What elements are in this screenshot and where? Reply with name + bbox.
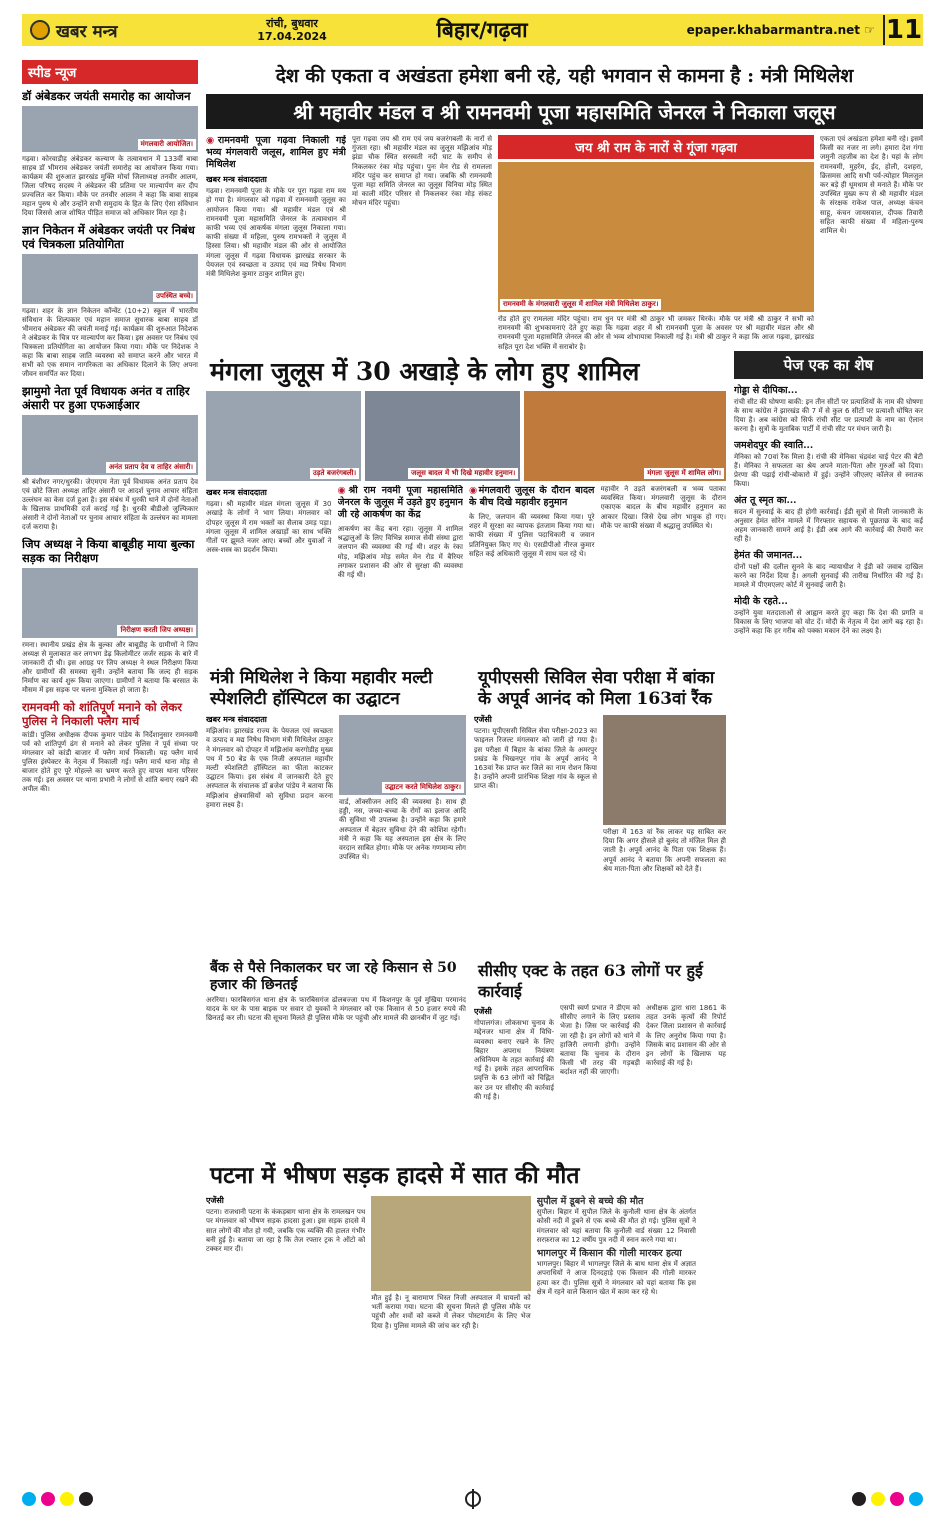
- accident-col-1: [206, 1193, 365, 1408]
- epaper-link[interactable]: [602, 23, 883, 37]
- brief-3-caption: अनंत प्रताप देव व ताहिर अंसारी।: [106, 462, 196, 473]
- print-footer: [22, 1488, 923, 1510]
- magenta-swatch: [890, 1492, 904, 1506]
- logo-text: खबर मन्त्र: [56, 21, 118, 42]
- hospital-caption: उद्घाटन करते मिथिलेश ठाकुर।: [382, 782, 464, 793]
- bank-body: [206, 996, 466, 1146]
- brief-3-photo: [22, 415, 198, 475]
- brief-3-title[interactable]: झामुमो नेता पूर्व विधायक अनंत व ताहिर अंसारी पर हुआ एफआईआर: [22, 384, 190, 412]
- cont-4-title[interactable]: हेमंत की जमानत...: [734, 550, 803, 561]
- color-swatches-left: [22, 1492, 93, 1506]
- lead-photo-caption: रामनवमी के मंगलवारी जुलूस में शामिल मंत्री मिथिलेश ठाकुर।: [500, 299, 661, 310]
- accident-story: [206, 1155, 696, 1408]
- mid-grid: [206, 351, 923, 1281]
- brief-4-photo: [22, 568, 198, 638]
- lead-col-5: [820, 135, 923, 355]
- section-title: बिहार/गढ़वा: [436, 17, 528, 42]
- lead-kicker: देश की एकता व अखंडता हमेशा बनी रहे, यही भगवान से कामना है : मंत्री मिथिलेश: [275, 65, 854, 87]
- accident-headline[interactable]: पटना में भीषण सड़क हादसे में सात की मौत: [210, 1162, 580, 1189]
- akhara-text-3: के लिए, जलपान की व्यवस्था किया गया। पूरे शहर में सुरक्षा का व्यापक इंतजाम किया गया था। काफी संख्या में पुलिस पदाधिकारी व जवान प्रतिनियुक्त किए गए थे। एसडीपीओ नीरज कुमार सहित कई अधिकारी जुलूस में साथ चल रहे थे।: [469, 513, 595, 558]
- akhara-sub-2: ◉ मंगलवारी जुलूस के दौरान बादल के बीच दिखे महावीर हनुमान: [469, 485, 595, 509]
- hospital-text-1: मझिआंव। झारखंड राज्य के पेयजल एवं स्वच्छता व उत्पाद व मद्य निषेध विभाग मंत्री मिथिलेश ठाकुर ने मंगलवार को दोपहर में मझिआंव करगोडीह मुख्य पथ में 50 बेड के एक निजी अस्पताल महावीर मल्टी स्पेशलिटी हॉस्पिटल का फीता काटकर उद्घाटन किया। इस संबंध में जानकारी देते हुए अस्पताल के संचालक डॉ ब्रजेश पांडेय ने बताया कि मझिआंव क्षेत्रवासियों को सुविधा प्रदान करना हमारा लक्ष्य है।: [206, 727, 333, 809]
- masthead: [22, 14, 923, 46]
- akhara-col-3: [469, 485, 595, 660]
- lead-text-1: गढ़वा। रामनवमी पूजा के मौके पर पूरा गढ़वा राम मय हो गया है। मंगलवार को गढ़वा में रामनवमी जुलूस का आयोजन किया गया। श्री महावीर मंडल एवं श्री रामनवमी पूजा महासमिति जेनरल के तत्वावधान में काफी भव्य एवं आकर्षक मंगला जुलूस निकाला गया। काफी संख्या में महिला, पुरुष रामभक्तों ने जुलूस में हिस्सा लिया। श्री महावीर मंडल की ओर से आयोजित मंगला जुलूस में गढ़वा विधायक झारखंड सरकार के पेयजल एवं स्वच्छता व उत्पाद एवं मद्य निषेध विभाग मंत्री मिथिलेश कुमार ठाकुर शामिल हुए।: [206, 187, 346, 279]
- brief-5-title[interactable]: रामनवमी को शांतिपूर्ण मनाने को लेकर पुलिस ने निकाली फ्लैग मार्च: [22, 700, 182, 728]
- brief-1-photo: [22, 106, 198, 152]
- akhara-photo-2: [365, 391, 520, 481]
- accident-byline: एजेंसी: [206, 1196, 224, 1205]
- accident-text-1: पटना। राजधानी पटना के कंकड़बाग थाना क्षेत्र के रामलखन पथ पर मंगलवार को भीषण सड़क हादसा हुआ। इस सड़क हादसे में सात लोगों की मौत हो गयी, जबकि एक व्यक्ति की हालत गंभीर बनी हुई है। बताया जा रहा है कि तेज रफ्तार ट्रक ने ऑटो को टक्कर मार दी।: [206, 1208, 366, 1254]
- lead-headline[interactable]: श्री महावीर मंडल व श्री रामनवमी पूजा महासमिति जेनरल ने निकाला जलूस: [206, 94, 923, 129]
- akhara-caption-2: जलूस बादल में भी दिखे महावीर हनुमान।: [408, 468, 518, 479]
- hospital-col-2: [339, 712, 466, 952]
- hospital-text-2: वार्ड, ऑक्सीजन आदि की व्यवस्था है। साथ ही हड्डी, नस, जच्चा-बच्चा के रोगों का इलाज आदि की सुविधा भी उपलब्ध है। उन्होंने कहा कि हमारे अस्पताल में बेहतर सुविधा देने की कोशिश रहेगी। मंत्री ने कहा कि यह अस्पताल इस क्षेत्र के लिए वरदान साबित होगा। मौके पर अनेक गणमान्य लोग उपस्थित थे।: [339, 798, 466, 862]
- speed-news-column: [22, 60, 198, 1470]
- lead-text-3-wrap: [498, 315, 814, 355]
- continued-column: [734, 351, 923, 1281]
- upsc-body: [474, 712, 726, 952]
- cont-5-text: उन्होंने युवा मतदाताओं से आह्वान करते हुए कहा कि देश की प्रगति व विकास के लिए भाजपा को वोट दें। मोदी के नेतृत्व में देश आगे बढ़ रहा है। उन्होंने कहा कि हर गरीब को पक्का मकान देने का लक्ष्य है।: [734, 609, 923, 635]
- lead-byline: खबर मन्त्र संवाददाता: [206, 175, 267, 184]
- akhara-body: [206, 485, 726, 660]
- akhara-text-2: आकर्षण का केंद्र बना रहा। जुलूस में शामिल श्रद्धालुओं के लिए विभिन्न समाज सेवी संस्था द्वारा जलपान की व्यवस्था की गई थी। शहर के रंका मोड़, मझिआंव मोड़ समेत मेन रोड में बैरियर लगाकर प्रशासन की ओर से सुरक्षा की व्यवस्था की गई थी।: [337, 525, 463, 580]
- cont-1-title[interactable]: गोड्डा से दीपिका...: [734, 385, 798, 396]
- main-area: [206, 60, 923, 1470]
- akhara-photos: [206, 391, 726, 481]
- cca-col-2: [560, 1004, 640, 1144]
- lead-photo-block: [498, 135, 814, 355]
- brief-4-text: रमना। स्थानीय प्रखंड क्षेत्र के बुल्का और बाबूडीह के ग्रामीणों ने जिप अध्यक्ष से मुलाकात कर लगभग डेढ़ किलोमीटर जर्जर सड़क के बारे में जानकारी दी थी। इस आग्रह पर जिप अध्यक्ष ने स्थल निरीक्षण किया और ग्रामीणों की समस्या सुनी। उन्होंने बताया कि जल्द ही सड़क निर्माण का कार्य शुरू किया जाएगा। ग्रामीणों ने बताया कि बरसात के मौसम में इस सड़क पर चलना मुश्किल हो जाता है।: [22, 641, 198, 694]
- cca-body: [474, 1004, 726, 1144]
- cca-byline: एजेंसी: [474, 1007, 492, 1016]
- yellow-swatch: [871, 1492, 885, 1506]
- bank-text-1: अररिया। फारबिसगंज थाना क्षेत्र के फारबिसगंज ढोलबज्जा पथ में किशनपुर के पूर्व मुखिया परमानंद यादव के घर के पास बाइक पर सवार दो युवकों ने मंगलवार को एक किसान से 50 हजार रुपये की छिनतई कर ली। घटना की सूचना मिलते ही पुलिस मौके पर पहुंची और मामले की छानबीन में जुट गई।: [206, 996, 466, 1023]
- hospital-byline: खबर मन्त्र संवाददाता: [206, 715, 267, 724]
- supaul-text: सुपौल। बिहार में सुपौल जिले के कुनौली थाना क्षेत्र के अंतर्गत कोसी नदी में डूबने से एक बच्चे की मौत हो गई। पुलिस सूत्रों ने मंगलवार को यहां बताया कि कुनौली वार्ड संख्या 12 निवासी सरफ़राज का 12 वर्षीय पुत्र नदी में स्नान करने गया था।: [536, 1208, 696, 1244]
- black-swatch: [79, 1492, 93, 1506]
- lead-col-2: [352, 135, 492, 355]
- cca-headline[interactable]: सीसीए एक्ट के तहत 63 लोगों पर हुई कार्रवाई: [478, 961, 703, 1001]
- brief-1-caption: मंगलवारी आयोजित।: [138, 139, 196, 150]
- brief-2-text: गढ़वा। शहर के ज्ञान निकेतन कॉन्वेंट (10+2) स्कूल में भारतीय संविधान के शिल्पकार एवं महान समाज सुधारक बाबा साहब डॉ भीमराव अंबेडकर की जयंती मनाई गई। कार्यक्रम की शुरुआत निदेशक ने अंबेडकर के चित्र पर माल्यार्पण कर किया। इस अवसर पर निबंध एवं चित्रकला प्रतियोगिता का आयोजन किया गया। मौके पर निदेशक ने कहा कि बाबा साहब जाति व्यवस्था को समाप्त करने और भारत में सभी को एक समान नागरिकता का अधिकार दिलाने के लिए अपना जीवन समर्पित कर दिया।: [22, 307, 198, 378]
- issue-date: 17.04.2024: [257, 30, 327, 43]
- supaul-title[interactable]: सुपौल में डूबने से बच्चे की मौत: [536, 1196, 644, 1207]
- hospital-headline[interactable]: मंत्री मिथिलेश ने किया महावीर मल्टी स्पेशलिटी हॉस्पिटल का उद्घाटन: [210, 668, 433, 709]
- akhara-sub-1: ◉ श्री राम नवमी पूजा महासमिति जेनरल के जुलूस में उड़ते हुए हनुमान जी रहे आकर्षण का केंद्र: [338, 485, 464, 521]
- lead-strip: जय श्री राम के नारों से गूंजा गढ़वा: [498, 135, 814, 159]
- accident-col-2: [371, 1193, 530, 1408]
- hospital-body: [206, 712, 466, 952]
- brief-2-photo: [22, 254, 198, 304]
- akhara-photo-3: [524, 391, 726, 481]
- accident-photo: [371, 1196, 530, 1291]
- cont-2-title[interactable]: जमशेदपुर की स्वाति...: [734, 440, 814, 451]
- lead-text-2: पूरा गढ़वा जय श्री राम एवं जय बजरंगबली के नारों से गुंजता रहा। श्री महावीर मंडल का जुलूस मझिआंव मोड़ झंडा चौक स्थित सरस्वती नदी घाट के समीप से निकलकर रंका मोड़ पहुंचा। पुनः मेन रोड से रामलला मंदिर पहुंच कर समाप्त हो गया। जबकि श्री रामनवमी पूजा महा समिति जेनरल का जुलूस चिनिया मोड़ स्थित मां काली मंदिर परिसर से निकलकर रंका मोड़ संकट मोचन मंदिर पहुंचा।: [352, 135, 492, 208]
- cont-2-text: मेनिका को 70वां रैंक मिला है। रांची की मेनिका चंद्रवंश चाई पेटर की बेटी हैं। मेनिका ने सफलता का श्रेय अपने माता-पिता और गुरुओं को दिया। प्रेरणा की पढ़ाई रांची-बोकारो में हुई। उन्होंने जीएलए कॉलेज से स्नातक किया।: [734, 453, 923, 488]
- cont-3-text: सदन में सुनवाई के बाद ही होगी कार्रवाई। ईडी सूत्रों से मिली जानकारी के अनुसार हेमंत सोरेन मामले में गिरफ्तार सहायक से पूछताछ के बाद कई अहम जानकारी सामने आई है। ईडी अब आगे की कार्रवाई की तैयारी कर रही है।: [734, 508, 923, 543]
- upsc-text-1: पटना। यूपीएससी सिविल सेवा परीक्षा-2023 का फाइनल रिजल्ट मंगलवार को जारी हो गया है। इस परीक्षा में बिहार के बांका जिले के अमरपुर प्रखंड के भिखनपुर गांव के अपूर्व आनंद ने 163वां रैंक प्राप्त कर जिले का नाम रोशन किया है। उन्होंने अपनी प्रारंभिक शिक्षा गांव के स्कूल से प्राप्त की।: [474, 727, 597, 791]
- lead-col-1: [206, 135, 346, 355]
- akhara-caption-3: मंगला जुलूस में शामिल लोग।: [644, 468, 724, 479]
- brief-2-caption: उपस्थित बच्चे।: [153, 291, 196, 302]
- upsc-col-2: [603, 712, 726, 952]
- accident-body: [206, 1193, 696, 1408]
- akhara-col-2: [338, 485, 464, 660]
- akhara-caption-1: उड़ते बजरंगबली।: [310, 468, 359, 479]
- hospital-col-1: [206, 712, 333, 952]
- mid-left: [206, 351, 726, 1281]
- akhara-headline[interactable]: मंगला जुलूस में 30 अखाड़े के लोग हुए शामिल: [210, 357, 640, 386]
- cca-text-3: अधीक्षक द्वारा धारा 1861 के तहत उनके कृत्यों की रिपोर्ट देकर जिला प्रशासन से कार्रवाई के लिए अनुरोध किया गया है। जिसके बाद प्रशासन की ओर से इन लोगों के खिलाफ यह कार्रवाई की गई है।: [646, 1004, 726, 1068]
- akhara-col-1: [206, 485, 332, 660]
- brief-2-title[interactable]: ज्ञान निकेतन में अंबेडकर जयंती पर निबंध एवं चित्रकला प्रतियोगिता: [22, 223, 195, 251]
- cca-text-1: गोपालगंज। लोकसभा चुनाव के मद्देनजर थाना क्षेत्र में विधि-व्यवस्था बनाए रखने के लिए बिहार अपराध नियंत्रण अधिनियम के तहत कार्रवाई की गई है। इसके तहत आपराधिक प्रवृत्ति के 63 लोगों को चिह्नित कर उन पर सीसीए की कार्रवाई की गई है।: [474, 1019, 554, 1101]
- brief-4-title[interactable]: जिप अध्यक्ष ने किया बाबूडीह माया बुल्का सड़क का निरीक्षण: [22, 537, 195, 565]
- yellow-swatch: [60, 1492, 74, 1506]
- bhagalpur-title[interactable]: भागलपुर में किसान की गोली मारकर हत्या: [536, 1248, 682, 1260]
- brief-4-caption: निरीक्षण करती जिप अध्यक्ष।: [117, 625, 196, 636]
- logo[interactable]: [22, 19, 222, 42]
- akhara-text-1: गढ़वा। श्री महावीर मंडल मंगला जुलूस में 30 अखाड़े के लोगों ने भाग लिया। मंगलवार को दोपहर जुलूस में राम भक्तों का सैलाब उमड़ पड़ा। मंगला जुलूस में शामिल अखाड़ों का साथ भक्ति गीतों पर झूमते नजर आए। बच्चों और युवाओं ने अस्त्र-शस्त्र का प्रदर्शन किया।: [206, 500, 332, 555]
- cca-col-1: [474, 1004, 554, 1144]
- cont-1-text: रांची सीट की घोषणा बाकी: इन तीन सीटों पर प्रत्याशियों के नाम की घोषणा के साथ कांग्रेस ने झारखंड की 7 में से कुल 6 सीटों पर प्रत्याशी घोषित कर दिया है। अब कांग्रेस को सिर्फ रांची सीट पर प्रत्याशी के नाम का ऐलान करना है। सुत्रों के मुताबिक पार्टी में रांची सीट पर मंथन जारी है।: [734, 398, 923, 433]
- brief-5-text: कांडी। पुलिस अधीक्षक दीपक कुमार पांडेय के निर्देशानुसार रामनवमी पर्व को शांतिपूर्ण ढंग से मनाने को लेकर पुलिस ने पूर्व संध्या पर मंगलवार को कांडी बाजार में फ्लैग मार्च निकाली। यह फ्लैग मार्च पुलिस इंस्पेक्टर के नेतृत्व में निकाली गई। फ्लैग मार्च थाना मोड़ से बाजार होते हुए पूरे मोहल्ले का भ्रमण करते हुए वापस थाना परिसर तक गई। इस अवसर पर थाना प्रभारी ने लोगों से शांति बनाए रखने की अपील की।: [22, 731, 198, 793]
- cca-col-3: [646, 1004, 726, 1144]
- lead-photo: [498, 162, 814, 312]
- speed-news-band: स्पीड न्यूज: [22, 60, 198, 84]
- akhara-text-4: महावीर ने उड़ते बजरंगबली व भव्य पताका व्यवस्थित किया। मंगलवारी जुलूस के दौरान एकाएक बादल के बीच महावीर हनुमान का आकार दिखा। जिसे देख लोग भावुक हो गए। मौके पर काफी संख्या में श्रद्धालु उपस्थित थे।: [600, 485, 726, 530]
- brief-1-title[interactable]: डॉ अंबेडकर जयंती समारोह का आयोजन: [22, 89, 191, 103]
- upsc-story: [474, 666, 726, 1146]
- upsc-headline[interactable]: यूपीएससी सिविल सेवा परीक्षा में बांका के अपूर्व आनंद को मिला 163वां रैंक: [478, 668, 715, 709]
- akhara-byline: खबर मन्त्र संवाददाता: [206, 488, 267, 497]
- two-stories: [206, 666, 726, 1146]
- lead-story: [206, 135, 923, 351]
- registration-mark-icon: [465, 1491, 481, 1507]
- hospital-photo: [339, 715, 466, 795]
- upsc-byline: एजेंसी: [474, 715, 492, 724]
- bank-headline[interactable]: बैंक से पैसे निकालकर घर जा रहे किसान से 50 हजार की छिनतई: [210, 960, 457, 993]
- date-block: [222, 17, 362, 43]
- cyan-swatch: [22, 1492, 36, 1506]
- magenta-swatch: [41, 1492, 55, 1506]
- accident-col-3: [537, 1193, 696, 1408]
- cont-4-text: दोनों पक्षों की दलील सुनने के बाद न्यायाधीश ने ईडी को जवाब दाखिल करने का निर्देश दिया है। अगली सुनवाई की तारीख निर्धारित की गई है। मामले में पीएमएलए कोर्ट में सुनवाई जारी है।: [734, 563, 923, 589]
- upsc-col-1: [474, 712, 597, 952]
- city-day: रांची, बुधवार: [266, 17, 318, 30]
- cyan-swatch: [909, 1492, 923, 1506]
- brief-3-text: श्री बंशीधर नगर/धुरकी। जेएमएम नेता पूर्व विधायक अनंत प्रताप देव एवं छोटे जिला अध्यक्ष ताहिर अंसारी पर आदर्श चुनाव आचार संहिता उल्लंघन का केस दर्ज हुआ है। इस संबंध में धुरकी थाने में दोनों नेताओं के खिलाफ प्राथमिकी दर्ज कराई गई है। धुरकी बीडीओ जुल्फिकार अंसारी ने दोनों नेताओं पर चुनाव आचार संहिता के उल्लंघन का मामला दर्ज कराया है।: [22, 478, 198, 531]
- akhara-col-4: [601, 485, 727, 660]
- cursor-icon: ☞: [864, 23, 875, 37]
- lead-text-4: एकता एवं अखंडता हमेशा बनी रहे। इसमें किसी का नजर ना लगे। हमारा देश गंगा जमुनी तहजीब का देश है। यहां के लोग रामनवमी, मुहर्रम, ईद, होली, दशहरा, क्रिसमस आदि सभी पर्व-त्योहार मिलजुल कर बड़े ही धूमधाम से मनाते हैं। मौके पर उपस्थित मुख्य रूप से श्री महावीर मंडल के संरक्षक राकेश पाल, अध्यक्ष कंचन साहू, कंचन जायसवाल, दीपक तिवारी सहित काफी संख्या में महिला-पुरुष शामिल थे।: [820, 135, 923, 236]
- black-swatch: [852, 1492, 866, 1506]
- lead-text-3: रोड होते हुए रामलला मंदिर पहुंचा। राम धुन पर मंत्री श्री ठाकुर भी जमकर थिरके। मौके पर मंत्री श्री ठाकुर ने सभी को रामनवमी की शुभकामनाएं देते हुए कहा कि गढ़वा शहर में श्री रामनवमी पूजा के अवसर पर श्री महावीर मंडल और श्री रामनवमी पूजा महासमिति जेनरल की ओर से भव्य शोभायात्रा निकाली गई है। मंत्री श्री ठाकुर ने कहा कि आज गढ़वा, झारखंड सहित पूरा देश भक्ति में सराबोर है।: [498, 315, 814, 351]
- color-swatches-right: [852, 1492, 923, 1506]
- continued-title: पेज एक का शेष: [734, 351, 923, 379]
- lead-subhead: ◉ रामनवमी पूजा गढ़वा निकाली गई भव्य मंगलवारी जलूस, शामिल हुए मंत्री मिथिलेश: [206, 135, 346, 171]
- cont-5-title[interactable]: मोदी के रहते...: [734, 596, 788, 607]
- brief-1-text: गढ़वा। कोरवाडीह अंबेडकर कल्याण के तत्वावधान में 133वीं बाबा साहब डॉ भीमराव अंबेडकर जयंती समारोह का आयोजन किया गया। कार्यक्रम की शुरुआत झारखंड मुक्ति मोर्चा जिलाध्यक्ष तनवीर आलम, जिला परिषद सदस्य ने अंबेडकर की प्रतिमा पर माल्यार्पण कर दीप प्रज्वलित कर किया। मौके पर तनवीर आलम ने कहा कि बाबा साहब महान पुरुष थे और उन्होंने सभी समुदाय के हित के लिए ऐसा संविधान दिया जिससे आज शोषित पीड़ित समाज को अधिकार मिल रहा है।: [22, 155, 198, 217]
- cont-3-title[interactable]: अंत तू स्मृत का...: [734, 495, 797, 506]
- bhagalpur-text: भागलपुर। बिहार में भागलपुर जिले के बाथ थाना क्षेत्र में अज्ञात अपराधियों ने आज दिनदहाड़े एक किसान की गोली मारकर हत्या कर दी। पुलिस सूत्रों ने मंगलवार को यहां बताया कि इस क्षेत्र में रहने वाले किसान खेत में काम कर रहे थे।: [536, 1260, 696, 1296]
- epaper-url[interactable]: epaper.khabarmantra.net: [686, 23, 861, 37]
- akhara-photo-1: [206, 391, 361, 481]
- cca-text-2: एसपी स्वर्ण प्रभात ने डीएम को सीसीए लगाने के लिए प्रस्ताव भेजा है। जिस पर कार्रवाई की जा रही है। इन लोगों को थाने में हाजिरी लगानी होगी। उन्होंने बताया कि चुनाव के दौरान किसी भी तरह की गड़बड़ी बर्दाश्त नहीं की जाएगी।: [560, 1004, 640, 1077]
- logo-icon: [30, 20, 50, 40]
- hospital-story: [206, 666, 466, 1146]
- page-number: 11: [883, 15, 923, 45]
- accident-text-2: मौत हुई है। नू बारामाण भिस्त निजी अस्पताल में घायलों को भर्ती कराया गया। घटना की सूचना मिलते ही पुलिस मौके पर पहुंची और शवों को कब्जे में लेकर पोस्टमार्टम के लिए भेज दिया है। पुलिस मामले की जांच कर रही है।: [371, 1294, 531, 1330]
- upsc-text-2: परीक्षा में 163 वां रैंक लाकर यह साबित कर दिया कि अगर हौसले हो बुलंद तो मंजिल मिल ही जाती है। अपूर्व आनंद के पिता एक शिक्षक हैं। अपूर्व आनंद ने बताया कि अपनी सफलता का श्रेय माता-पिता और शिक्षकों को देते हैं।: [603, 828, 726, 873]
- upsc-photo: [603, 715, 726, 825]
